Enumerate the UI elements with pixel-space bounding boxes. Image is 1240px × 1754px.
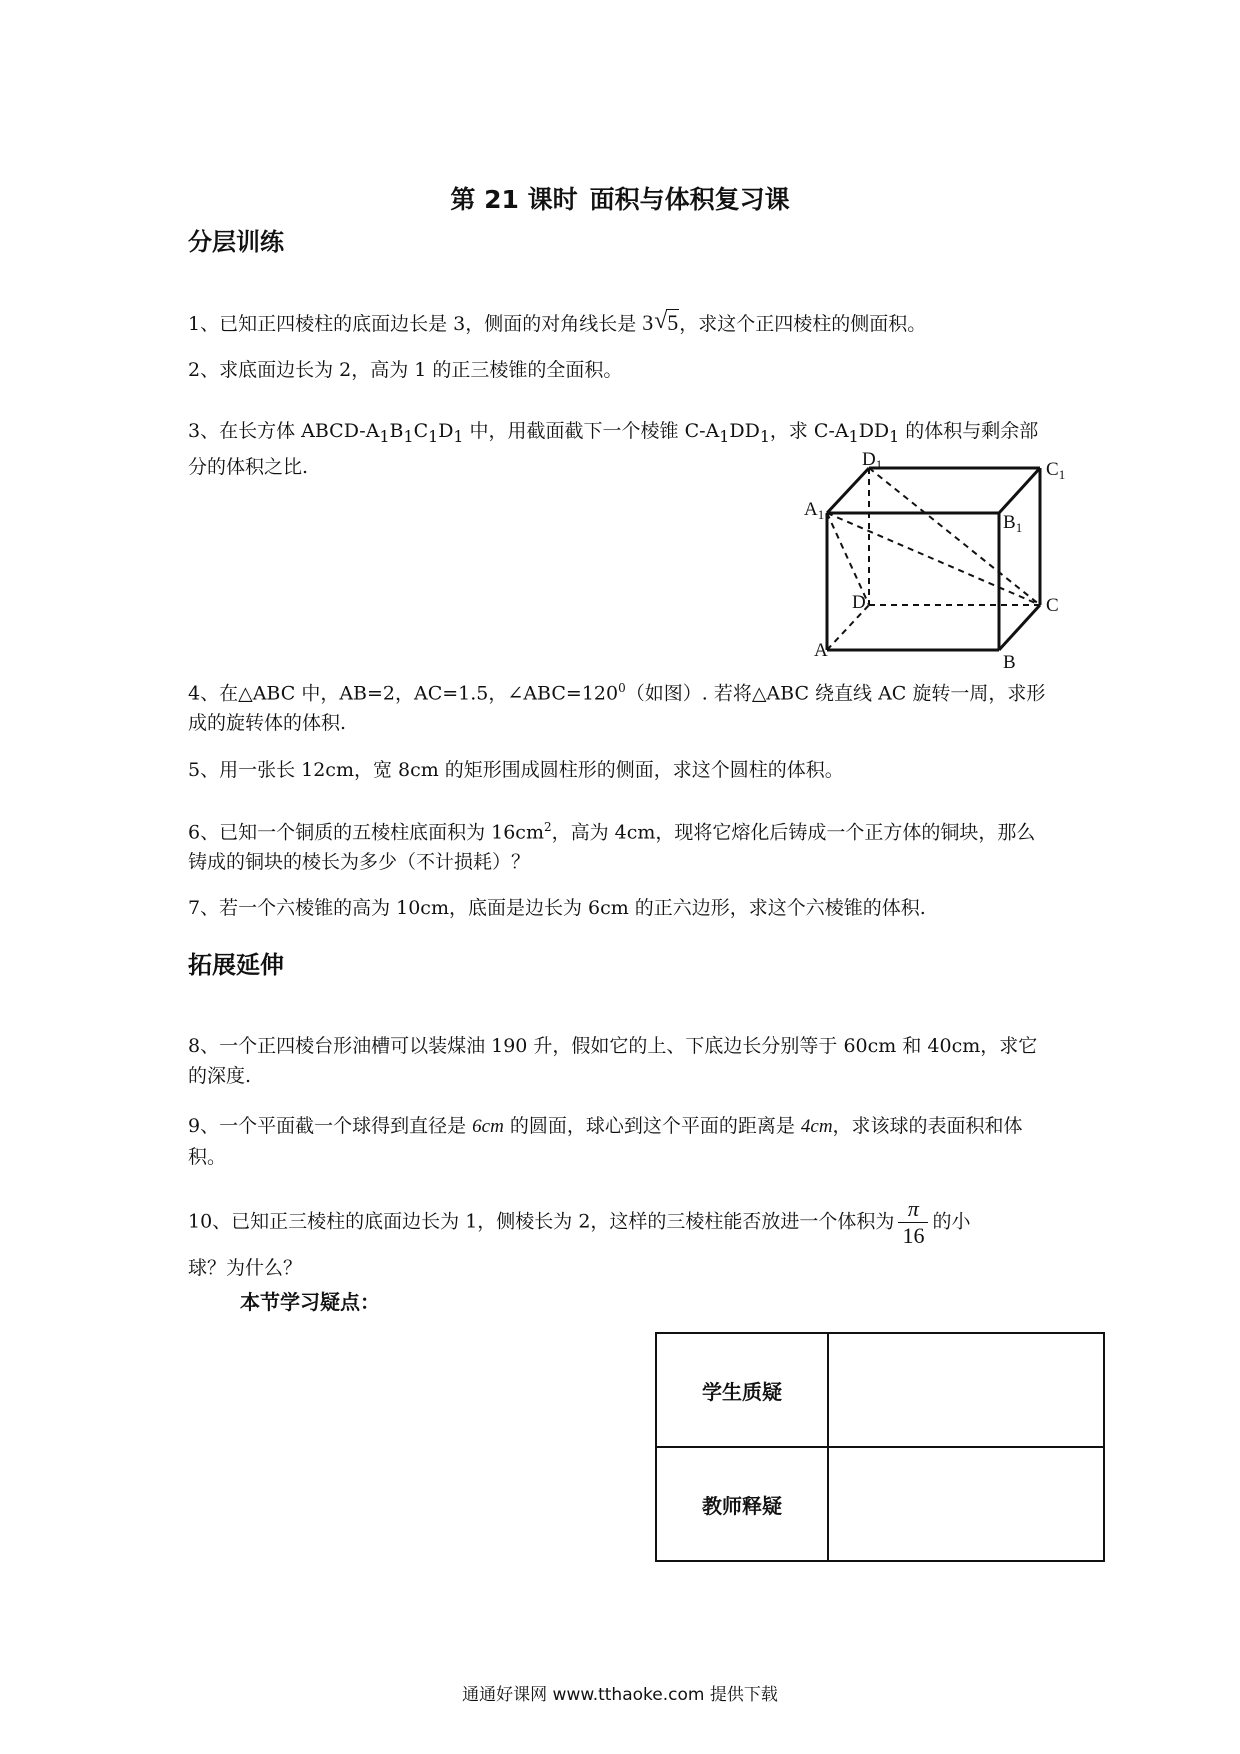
doubts-label: 本节学习疑点： [240,1290,380,1314]
label-b1: $B_1$ [1003,512,1023,535]
section-line-d1-c [869,468,1040,605]
edge-a1-d1 [827,468,869,513]
section-heading-extension: 拓展延伸 [188,951,284,979]
teacher-answer-cell[interactable] [828,1447,1104,1561]
question-2: 2、求底面边长为 2，高为 1 的正三棱锥的全面积。 [188,359,623,381]
question-8: 8、一个正四棱台形油槽可以装煤油 190 升，假如它的上、下底边长分别等于 60cm 和 40cm，求它的深度. [188,1035,1038,1087]
question-5: 5、用一张长 12cm，宽 8cm 的矩形围成圆柱形的侧面，求这个圆柱的体积。 [188,759,844,781]
label-a: A [814,640,828,661]
fraction-denominator: 16 [902,1223,925,1248]
question-3: 3、在长方体 ABCD-$A_1B_1C_1D_1$ 中，用截面截下一个棱锥 $C-A_1DD_1$，求 $C-A_1DD_1$ 的体积与剩余部分的体积之比. [188,420,1039,478]
table-row [656,1447,1104,1561]
edge-b1-c1 [999,468,1040,513]
label-d1: $D_1$ [862,449,883,472]
teacher-answer-label: 教师释疑 [656,1447,828,1561]
fraction-numerator: π [898,1196,928,1223]
lesson-number: 第 21 课时 [450,185,578,214]
question-6: 6、已知一个铜质的五棱柱底面积为 $16cm^2$，高为 4cm，现将它熔化后铸成一个正方体的铜块，那么铸成的铜块的棱长为多少（不计损耗）？ [188,820,1036,874]
table-row [656,1333,1104,1447]
question-10: 10、已知正三棱柱的底面边长为 1，侧棱长为 2，这样的三棱柱能否放进一个体积为 $\frac{\pi}{16}$ 的小 球？为什么？ [188,1196,971,1279]
footer-credit: 通通好课网 www.tthaoke.com 提供下载 [462,1685,778,1705]
label-b: B [1003,652,1016,673]
doubts-table [655,1332,1105,1562]
diameter-value: 6cm [472,1116,504,1137]
label-c1: $C_1$ [1046,459,1066,482]
label-d: D [852,592,866,613]
sqrt-expression: √ 5 [654,308,679,335]
sqrt-coefficient: 3 [642,310,654,335]
page-title [0,180,1240,216]
distance-value: 4cm [800,1116,833,1137]
label-a1: $A_1$ [804,499,825,522]
cuboid-figure [800,445,1080,675]
question-1: 1、已知正四棱柱的底面边长是 3，侧面的对角线长是 3 √ 5，求这个正四棱柱的侧面积。 [188,308,1054,339]
question-4: 4、在△ABC 中，AB=2，AC=1.5，$\angle ABC=120^0$（如图）. 若将△ABC 绕直线 AC 旋转一周，求形成的旋转体的体积. [188,681,1046,735]
radical-sign: √ [654,308,668,334]
edge-b-c [999,605,1040,650]
question-7: 7、若一个六棱锥的高为 10cm，底面是边长为 6cm 的正六边形，求这个六棱锥的体积. [188,897,926,919]
lesson-topic: 面积与体积复习课 [589,185,790,214]
student-question-label: 学生质疑 [656,1333,828,1447]
question-9: 9、一个平面截一个球得到直径是 6cm 的圆面，球心到这个平面的距离是 4cm，求该球的表面积和体积。 [188,1115,1023,1168]
section-heading-layered: 分层训练 [188,228,284,256]
label-c: C [1046,595,1059,616]
student-question-cell[interactable] [828,1333,1104,1447]
volume-fraction [898,1196,928,1249]
